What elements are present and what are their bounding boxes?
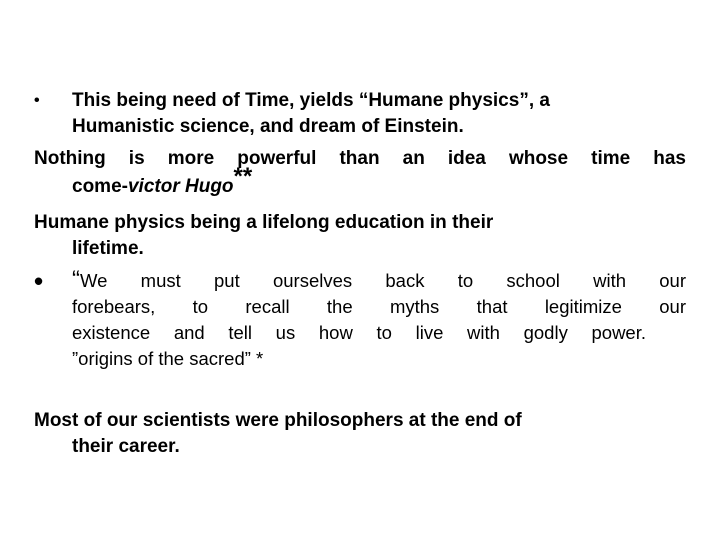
text-fragment: We must put ourselves back to school with our [80,270,686,291]
bullet-marker: • [34,266,44,296]
text-fragment: come- [72,176,128,197]
lifelong-education-paragraph [34,210,686,262]
text-line: existence and tell us how to live with godly power. [72,322,646,343]
scientists-philosophers-paragraph [34,408,686,460]
bullet-marker: • [34,92,40,109]
text-line: Most of our scientists were philosophers at the end of [34,410,522,431]
author-name: victor Hugo [127,176,234,197]
text-line [72,268,686,294]
quote-paragraph-hugo [34,146,686,200]
bullet-text [34,88,686,140]
text-line [34,163,686,200]
open-quote: “ [72,266,80,293]
bullet-text [34,268,686,372]
text-line: ”origins of the sacred” * [72,348,264,369]
text-line: lifetime. [72,238,144,259]
footnote-marker: ** [233,163,253,190]
text-line: forebears, to recall the myths that legitimize our [72,296,686,317]
text-line: This being need of Time, yields “Humane physics”, a [72,90,550,111]
text-line: Humane physics being a lifelong education in their [34,212,494,233]
text-line: Nothing is more powerful than an idea whose time has [34,148,686,169]
text-line: their career. [72,436,180,457]
text-line: Humanistic science, and dream of Einstein. [72,116,464,137]
